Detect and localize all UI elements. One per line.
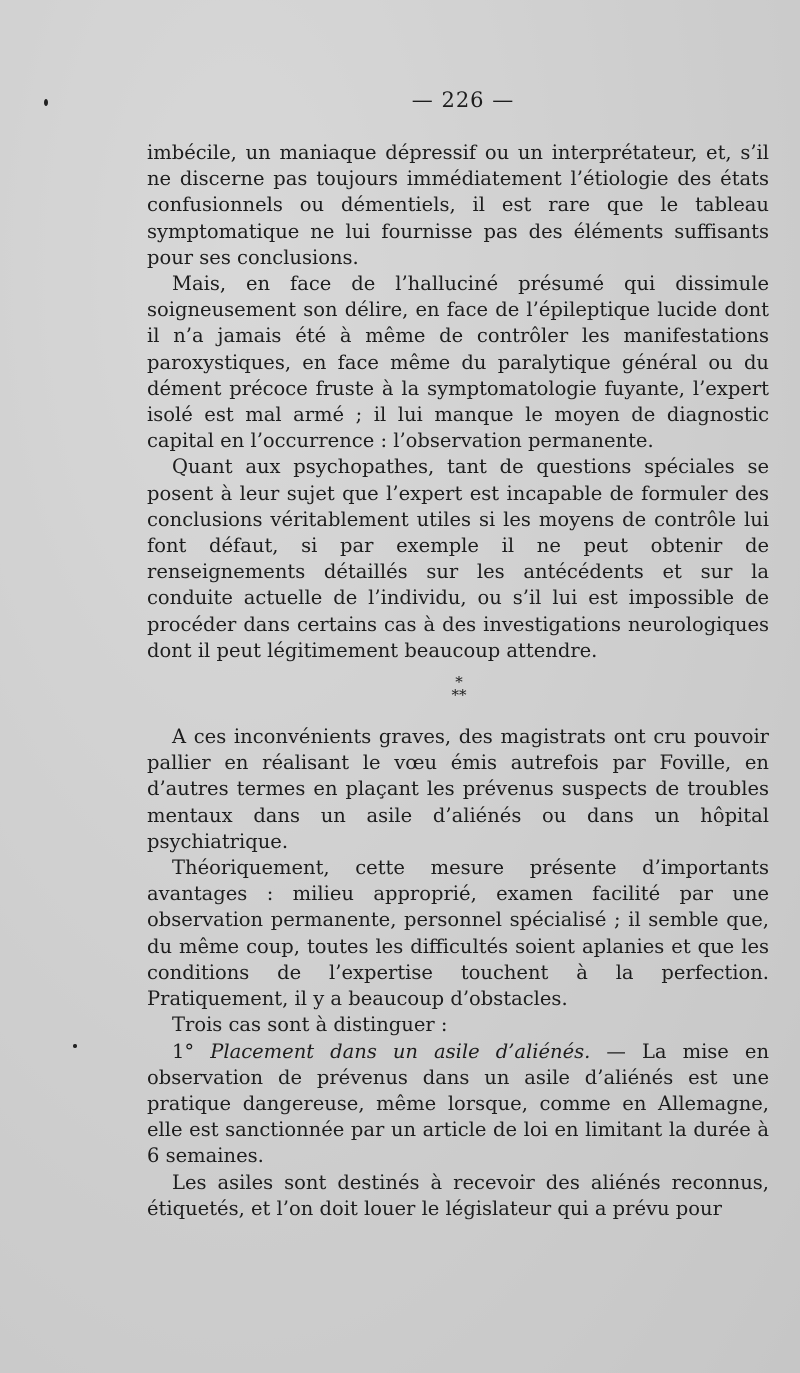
scan-speck <box>44 99 48 106</box>
paragraph: imbécile, un maniaque dépressif ou un interprétateur, et, s’il ne discerne pas toujours immédiatement l’étiologie des états confusionnels ou démentiels, il est rare que le tableau symptomatique ne lui fournisse pas des éléments suffisants pour ses conclusions. <box>147 141 769 269</box>
body-text <box>147 140 769 1222</box>
paragraph: Mais, en face de l’halluciné présumé qui dissimule soigneusement son délire, en face de l’épileptique lucide dont il n’a jamais été à même de contrôler les manifestations paroxystiques, en face même du paralytique général ou du dément précoce fruste à la symptomatologie fuyante, l’expert isolé est mal armé ; il lui manque le moyen de diagnostic capital en l’occurrence : l’observation permanente. <box>147 272 769 453</box>
paragraph: Trois cas sont à distinguer : <box>172 1013 448 1037</box>
paragraph: Théoriquement, cette mesure présente d’importants avantages : milieu approprié, examen facilité par une observation permanente, personnel spécialisé ; il semble que, du même coup, toutes les difficultés soient aplanies et que les conditions de l’expertise touchent à la perfection. Pratiquement, il y a beaucoup d’obstacles. <box>147 856 769 1011</box>
scan-speck <box>73 1044 77 1048</box>
paragraph: Les asiles sont destinés à recevoir des aliénés reconnus, étiquetés, et l’on doit louer le législateur qui a prévu pour <box>147 1170 769 1220</box>
page-number: — 226 — <box>411 88 515 112</box>
list-number: 1° <box>172 1039 195 1063</box>
paragraph-body: — La mise en observation de prévenus dans un asile d’aliénés est une pratique dangereuse, même lorsque, comme en Allemagne, elle est sanctionnée par un article de loi en limitant la durée à 6 semaines. <box>147 1039 769 1168</box>
paragraph: A ces inconvénients graves, des magistrats ont cru pouvoir pallier en réalisant le vœu émis autrefois par Foville, en d’autres termes en plaçant les prévenus suspects de troubles mentaux dans un asile d’aliénés ou dans un hôpital psychiatrique. <box>147 725 769 853</box>
section-heading: Placement dans un asile d’aliénés. <box>210 1039 591 1063</box>
separator-star-bottom: ** <box>451 686 467 705</box>
paragraph: Quant aux psychopathes, tant de questions spéciales se posent à leur sujet que l’expert est incapable de formuler des conclusions véritablement utiles si les moyens de contrôle lui font défaut, si par exemple il ne peut obtenir de renseignements détaillés sur les antécédents et sur la conduite actuelle de l’individu, ou s’il lui est impossible de procéder dans certains cas à des investigations neurologiques dont il peut légitimement beaucoup attendre. <box>147 455 769 662</box>
paragraph-numbered <box>147 1039 769 1170</box>
section-separator <box>147 673 769 705</box>
separator-star-top: * <box>455 673 463 692</box>
